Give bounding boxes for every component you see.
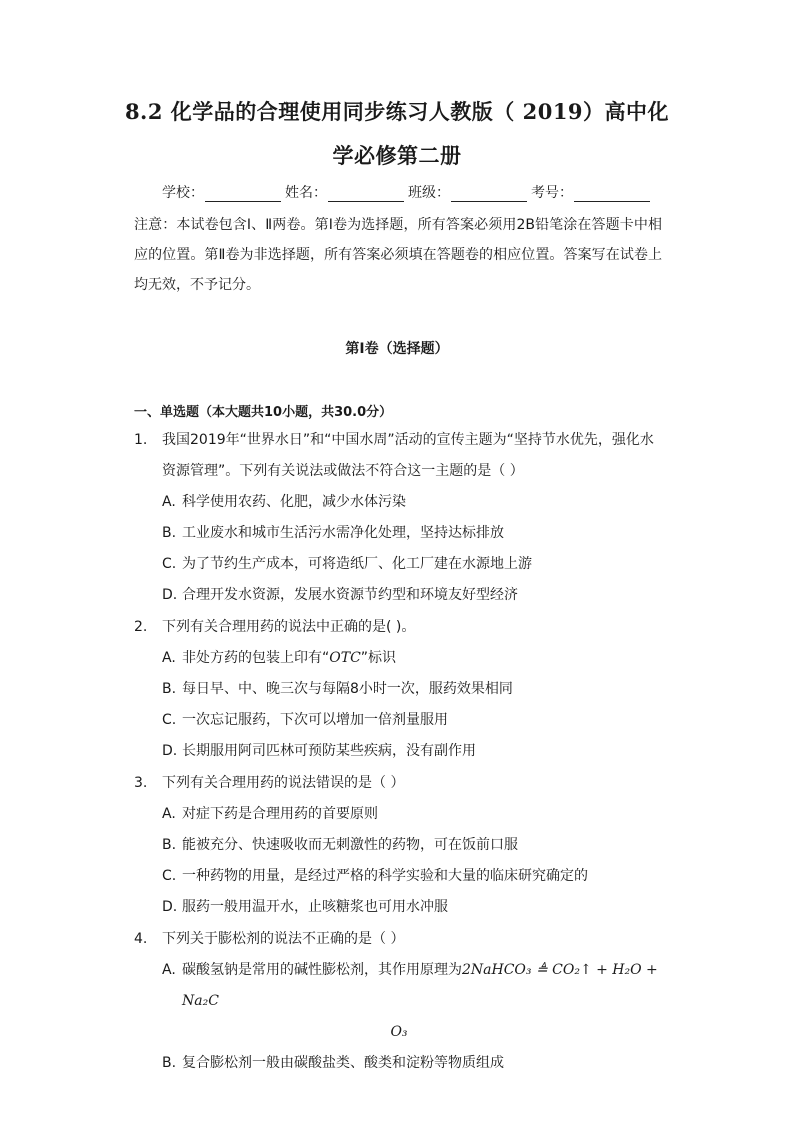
option-letter: B. — [162, 837, 177, 853]
option-letter: C. — [162, 556, 177, 572]
option-b[interactable] — [134, 674, 664, 705]
option-a[interactable] — [134, 643, 664, 674]
option-text: 工业废水和城市生活污水需净化处理，坚持达标排放 — [182, 525, 504, 541]
question-number: 4. — [134, 931, 148, 947]
option-letter: A. — [162, 806, 176, 822]
question-4 — [134, 924, 664, 1079]
part-heading: 一、单选题（本大题共10小题，共30.0分） — [134, 405, 393, 420]
option-text: 合理开发水资源，发展水资源节约型和环境友好型经济 — [182, 587, 518, 603]
option-a[interactable] — [134, 487, 664, 518]
option-letter: D. — [162, 899, 178, 915]
name-blank[interactable] — [328, 187, 404, 202]
option-letter: B. — [162, 525, 177, 541]
option-letter: C. — [162, 712, 177, 728]
option-text: 复合膨松剂一般由碳酸盐类、酸类和淀粉等物质组成 — [182, 1055, 504, 1071]
option-b[interactable] — [134, 1048, 664, 1079]
option-b[interactable] — [134, 518, 664, 549]
question-text: 下列有关合理用药的说法中正确的是( )。 — [162, 619, 416, 635]
option-text: 为了节约生产成本，可将造纸厂、化工厂建在水源地上游 — [182, 556, 532, 572]
equation-continuation: O₃ — [390, 1024, 408, 1040]
option-a[interactable] — [134, 955, 664, 1017]
option-text: 科学使用农药、化肥，减少水体污染 — [182, 494, 406, 510]
number-field[interactable] — [531, 182, 650, 202]
option-letter: B. — [162, 681, 177, 697]
option-text-end: ”标识 — [360, 650, 397, 666]
name-label: 姓名： — [285, 185, 327, 201]
option-b[interactable] — [134, 830, 664, 861]
class-blank[interactable] — [451, 187, 527, 202]
question-text: 下列有关合理用药的说法错误的是（ ） — [162, 775, 405, 791]
question-stem — [134, 612, 664, 643]
section-title: 第Ⅰ卷（选择题） — [345, 341, 449, 357]
doc-title-line-2: 学必修第二册 — [332, 143, 462, 168]
option-a[interactable] — [134, 799, 664, 830]
question-number: 3. — [134, 775, 148, 791]
otc-math: OTC — [329, 650, 361, 666]
option-c[interactable] — [134, 861, 664, 892]
option-text: 长期服用阿司匹林可预防某些疾病，没有副作用 — [182, 743, 476, 759]
doc-title-line-1: 8.2 化学品的合理使用同步练习人教版（ 2019）高中化 — [124, 99, 670, 124]
option-d[interactable] — [134, 580, 664, 611]
school-field[interactable] — [162, 182, 281, 202]
class-field[interactable] — [408, 182, 527, 202]
school-label: 学校： — [162, 185, 204, 201]
option-d[interactable] — [134, 736, 664, 767]
question-text: 下列关于膨松剂的说法不正确的是（ ） — [162, 931, 405, 947]
option-text: 非处方药的包装上印有“ — [182, 650, 330, 666]
question-2 — [134, 612, 664, 767]
student-info-row — [162, 182, 654, 202]
school-blank[interactable] — [205, 187, 281, 202]
option-letter: A. — [162, 494, 176, 510]
option-text: 一次忘记服药，下次可以增加一倍剂量服用 — [182, 712, 448, 728]
question-3 — [134, 768, 664, 923]
name-field[interactable] — [285, 182, 404, 202]
option-letter: B. — [162, 1055, 177, 1071]
option-text: 对症下药是合理用药的首要原则 — [182, 806, 378, 822]
number-blank[interactable] — [574, 187, 650, 202]
question-number: 1. — [134, 432, 148, 448]
option-text: 每日早、中、晚三次与每隔8小时一次，服药效果相同 — [182, 681, 513, 697]
option-text: 碳酸氢钠是常用的碱性膨松剂，其作用原理为 — [182, 962, 462, 978]
option-letter: A. — [162, 650, 176, 666]
question-1 — [134, 425, 664, 611]
question-number: 2. — [134, 619, 148, 635]
class-label: 班级： — [408, 185, 450, 201]
option-c[interactable] — [134, 705, 664, 736]
option-letter: D. — [162, 743, 178, 759]
option-text: 服药一般用温开水，止咳糖浆也可用水冲服 — [182, 899, 448, 915]
option-text: 一种药物的用量，是经过严格的科学实验和大量的临床研究确定的 — [182, 868, 588, 884]
option-text: 能被充分、快速吸收而无刺激性的药物，可在饭前口服 — [182, 837, 518, 853]
option-c[interactable] — [134, 549, 664, 580]
equation: 2NaHCO₃ ≜ CO₂↑ + H₂O + Na₂C — [182, 962, 658, 1009]
option-letter: C. — [162, 868, 177, 884]
exam-notice: 注意：本试卷包含Ⅰ、Ⅱ两卷。第Ⅰ卷为选择题，所有答案必须用2B铅笔涂在答题卡中相应的位置。第Ⅱ卷为非选择题，所有答案必须填在答题卷的相应位置。答案写在试卷上均无效，不予记分。 — [134, 217, 662, 293]
number-label: 考号： — [531, 185, 573, 201]
option-letter: A. — [162, 962, 176, 978]
question-stem — [134, 768, 664, 799]
question-text: 我国2019年“世界水日”和“中国水周”活动的宣传主题为“坚持节水优先，强化水资源管理”。下列有关说法或做法不符合这一主题的是（ ） — [162, 432, 654, 479]
question-stem — [134, 425, 664, 487]
option-d[interactable] — [134, 892, 664, 923]
option-letter: D. — [162, 587, 178, 603]
question-stem — [134, 924, 664, 955]
